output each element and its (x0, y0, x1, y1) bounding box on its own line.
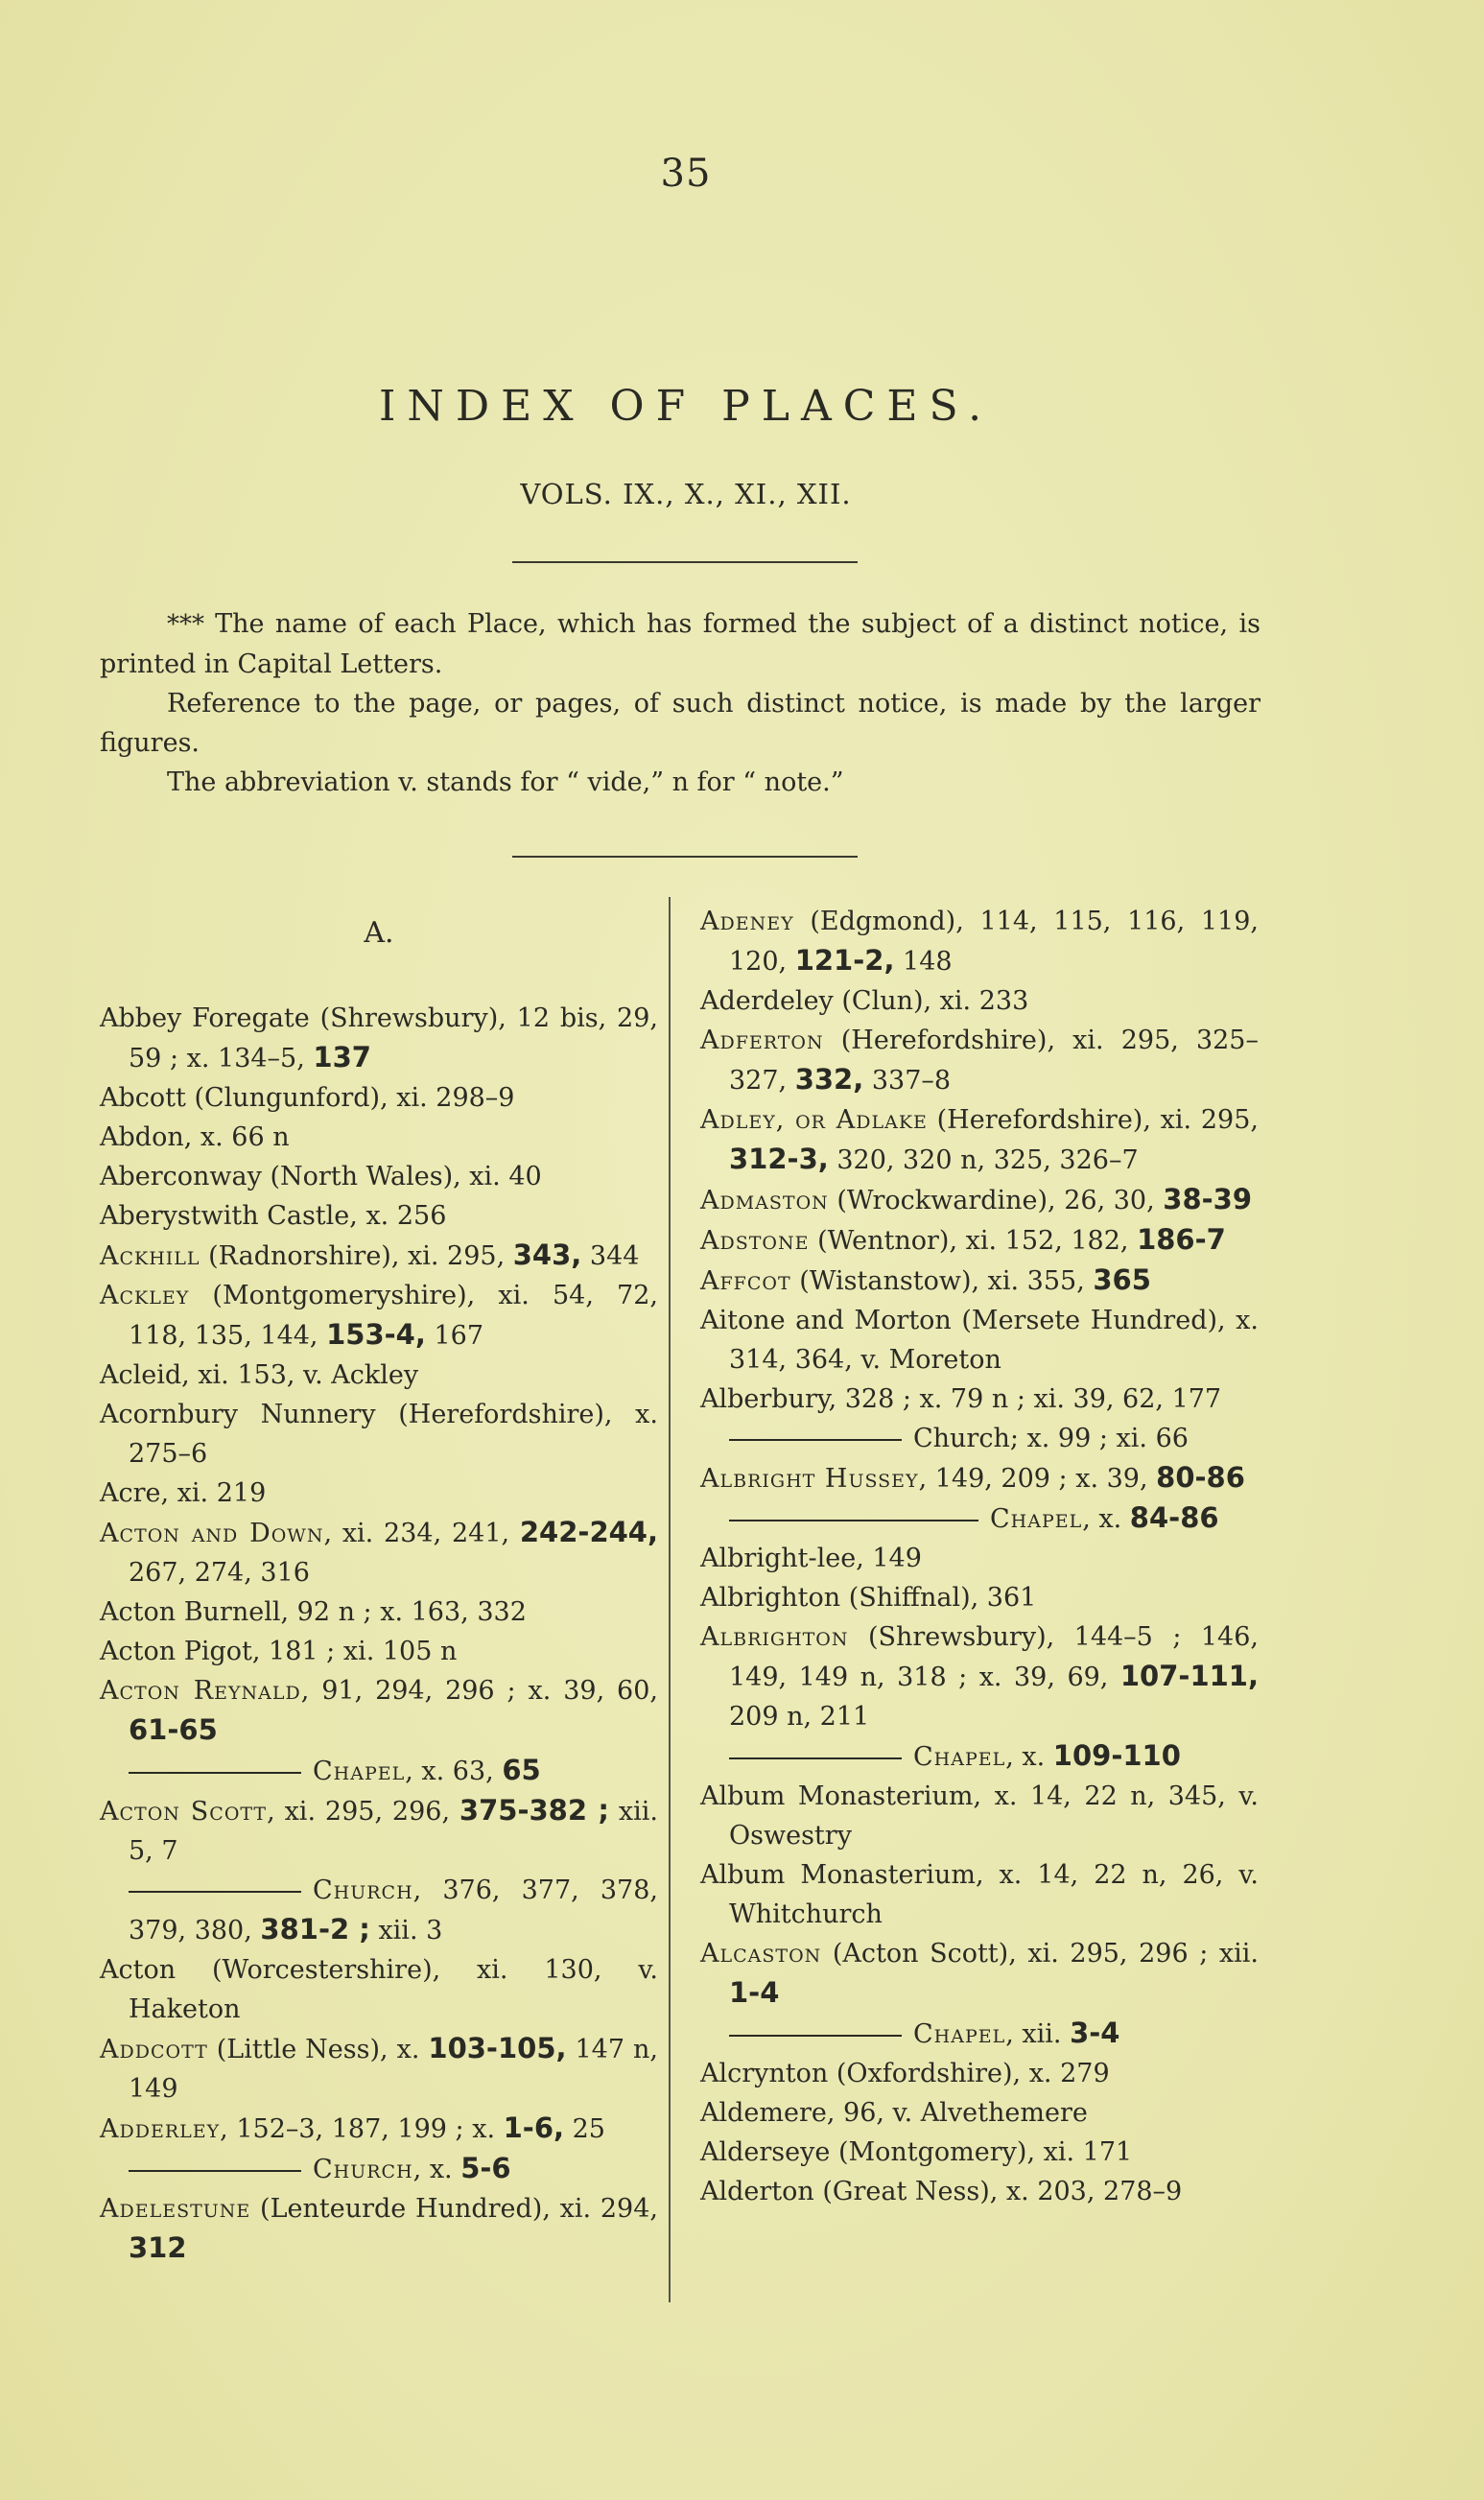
place-name: Affcot (700, 1266, 791, 1296)
place-name: Ackley (100, 1281, 190, 1310)
index-entry (100, 1276, 658, 1356)
place-name: Adferton (700, 1026, 824, 1055)
place-name: Church (313, 2155, 413, 2184)
page-references-tail: xii. 5, 7 (129, 1797, 658, 1866)
page-references: (North Wales), xi. 40 (261, 1162, 542, 1191)
principal-reference: 312-3, (729, 1143, 829, 1175)
index-entry (700, 1934, 1259, 2014)
index-entry (100, 1157, 658, 1196)
index-entry (700, 1100, 1259, 1180)
index-list (700, 902, 1259, 2211)
page-references: , 92 n ; x. 163, 332 (280, 1597, 527, 1627)
index-entry (100, 1196, 658, 1236)
index-entry (100, 1592, 658, 1632)
index-entry (700, 1301, 1259, 1380)
principal-reference: 381-2 ; (260, 1913, 370, 1946)
ditto-dash (129, 1891, 301, 1893)
page-references: , 91, 294, 296 ; x. 39, 60, (300, 1676, 658, 1706)
principal-reference: 153-4, (326, 1318, 426, 1351)
index-entry (100, 1632, 658, 1671)
page-title: INDEX OF PLACES. (378, 382, 994, 431)
place-name: Ackhill (100, 1241, 200, 1271)
note-line: The abbreviation v. stands for “ vide,” n for “ note.” (167, 767, 844, 797)
page-references: , x. 66 n (183, 1122, 290, 1152)
principal-reference: 121-2, (794, 944, 895, 977)
index-column-left (100, 902, 658, 2269)
page-references: , x. 14, 22 n, 26, v. Whitchurch (729, 1860, 1259, 1929)
page-references: (Herefordshire), xi. 295, (927, 1105, 1259, 1135)
index-column-right (700, 902, 1259, 2211)
page-references: (Acton Scott), xi. 295, 296 ; xii. (821, 1939, 1259, 1969)
place-name: Albrighton (700, 1622, 849, 1652)
place-name: Albright Hussey (700, 1464, 919, 1494)
ditto-dash (129, 1772, 301, 1774)
principal-reference: 332, (794, 1063, 864, 1096)
index-entry (700, 1777, 1259, 1855)
place-name: Chapel (913, 1742, 1006, 1772)
editorial-notes (100, 604, 1260, 802)
page-references: , 149 (856, 1544, 922, 1573)
index-subentry (100, 1751, 658, 1791)
page-references: , 328 ; x. 79 n ; xi. 39, 62, 177 (828, 1384, 1222, 1414)
page-references: (Wistanstow), xi. 355, (790, 1266, 1094, 1296)
page-references: (Little Ness), x. (207, 2035, 429, 2064)
page-references-tail: 320, 320 n, 325, 326–7 (828, 1145, 1139, 1175)
page-references: , 149, 209 ; x. 39, (918, 1464, 1157, 1494)
place-name: Album Monasterium (700, 1781, 974, 1811)
place-name: Aitone and Morton (700, 1306, 952, 1335)
index-entry (100, 1395, 658, 1474)
place-name: Aberconway (100, 1162, 262, 1191)
index-subentry (700, 2014, 1259, 2054)
ditto-dash (729, 2035, 902, 2037)
principal-reference: 242-244, (519, 1516, 658, 1548)
index-entry (700, 1021, 1259, 1100)
page-references-tail: 147 n, 149 (129, 2035, 658, 2104)
page-references: (Edgmond), 114, 115, 116, 119, 120, (729, 907, 1259, 977)
place-name: Church (913, 1424, 1010, 1453)
page-references: (Shrewsbury), 12 bis, 29, 59 ; x. 134–5, (129, 1003, 658, 1073)
page-references: (Shrewsbury), 144–5 ; 146, 149, 149 n, 318 ; x. 39, 69, (729, 1622, 1259, 1692)
page-references: , x. 256 (349, 1201, 447, 1231)
asterism: *** (167, 610, 216, 639)
place-name: Acornbury Nunnery (100, 1400, 376, 1429)
place-name: Adeney (700, 907, 794, 936)
divider-rule (512, 856, 858, 858)
index-entry (700, 1180, 1259, 1220)
principal-reference: 137 (313, 1041, 371, 1073)
index-entry (700, 2054, 1259, 2093)
place-name: Alderton (700, 2177, 814, 2206)
index-subentry (100, 1871, 658, 1950)
place-name: Acton Reynald (100, 1676, 301, 1706)
index-entry (100, 2029, 658, 2109)
place-name: Albright-lee (700, 1544, 857, 1573)
principal-reference: 5-6 (460, 2152, 511, 2184)
page-references: (Shiffnal), 361 (840, 1583, 1037, 1613)
page-references: ; x. 99 ; xi. 66 (1009, 1424, 1189, 1453)
place-name: Abcott (100, 1083, 186, 1113)
page-references: (Clun), xi. 233 (833, 986, 1029, 1016)
page-references-tail: 337–8 (863, 1066, 952, 1096)
index-subentry (700, 1736, 1259, 1777)
index-entry (700, 1261, 1259, 1301)
principal-reference: 65 (502, 1754, 541, 1786)
index-entry (100, 1791, 658, 1871)
index-subentry (100, 2149, 658, 2189)
index-entry (100, 999, 658, 1078)
index-subentry (700, 1419, 1259, 1458)
page-references: , x. 14, 22 n, 345, v. Oswestry (729, 1781, 1259, 1851)
page-references: , xi. 234, 241, (323, 1519, 520, 1548)
place-name: Album Monasterium (700, 1860, 976, 1890)
page-references: (Worcestershire), xi. 130, v. Haketon (129, 1955, 658, 2024)
principal-reference: 1-6, (503, 2111, 565, 2144)
index-entry (100, 2189, 658, 2269)
page-references: , x. 63, (405, 1757, 503, 1786)
index-entry (100, 1078, 658, 1118)
place-name: Acre (100, 1478, 161, 1508)
page-references-tail: 209 n, 211 (729, 1702, 870, 1732)
principal-reference: 38-39 (1163, 1183, 1253, 1215)
place-name: Alderseye (700, 2137, 831, 2167)
page-references-tail: 167 (425, 1321, 483, 1351)
page-references: , 96, v. Alvethemere (826, 2098, 1088, 2128)
index-entry (700, 2133, 1259, 2172)
principal-reference: 365 (1093, 1263, 1151, 1296)
index-subentry (700, 1498, 1259, 1539)
page-number: 35 (660, 152, 712, 196)
index-entry (100, 1671, 658, 1751)
index-entry (100, 1474, 658, 1513)
column-divider (669, 897, 671, 2302)
page-references-tail: xii. 3 (369, 1916, 443, 1946)
page-references: , x. (1005, 1742, 1053, 1772)
page-references: (Wrockwardine), 26, 30, (828, 1186, 1164, 1215)
principal-reference: 109-110 (1052, 1739, 1181, 1772)
index-entry (100, 1356, 658, 1395)
place-name: Addcott (100, 2035, 208, 2064)
section-letter: A. (364, 916, 394, 950)
index-entry (700, 1617, 1259, 1736)
place-name: Adley, or Adlake (700, 1105, 928, 1135)
page-references: (Herefordshire), x. 275–6 (129, 1400, 658, 1469)
index-entry (700, 1458, 1259, 1498)
index-list (100, 999, 658, 2269)
index-entry (100, 2109, 658, 2149)
page-references: (Herefordshire), xi. 295, 325–327, (729, 1026, 1259, 1096)
page-references: (Clungunford), xi. 298–9 (185, 1083, 515, 1113)
place-name: Acton and Down (100, 1519, 324, 1548)
index-entry (700, 1220, 1259, 1261)
principal-reference: 312 (129, 2231, 187, 2264)
place-name: Albrighton (700, 1583, 841, 1613)
page-references: (Radnorshire), xi. 295, (200, 1241, 513, 1271)
principal-reference: 1-4 (729, 1976, 780, 2009)
place-name: Acton Burnell (100, 1597, 281, 1627)
page-references-tail: 148 (894, 947, 953, 977)
page-references-tail: 344 (581, 1241, 640, 1271)
page-references: (Mersete Hundred), x. 314, 364, v. Moreton (729, 1306, 1259, 1375)
place-name: Adderley (100, 2114, 221, 2144)
page-references: , xi. 153, v. Ackley (181, 1360, 419, 1390)
place-name: Alcrynton (700, 2059, 829, 2088)
principal-reference: 186-7 (1137, 1223, 1226, 1256)
index-entry (700, 981, 1259, 1021)
page-references: , 181 ; xi. 105 n (251, 1637, 458, 1666)
principal-reference: 3-4 (1070, 2017, 1120, 2049)
note-line: *** The name of each Place, which has formed the subject of a distinct notice, is printed in Capital Letters. (100, 609, 1260, 679)
place-name: Acton Pigot (100, 1637, 252, 1666)
place-name: Aldemere (700, 2098, 827, 2128)
place-name: Aberystwith Castle (100, 1201, 350, 1231)
index-entry (100, 1118, 658, 1157)
page-references: , 376, 377, 378, 379, 380, (129, 1875, 658, 1946)
index-entry (700, 1578, 1259, 1617)
place-name: Abbey Foregate (100, 1003, 310, 1033)
principal-reference: 84-86 (1129, 1501, 1219, 1534)
place-name: Admaston (700, 1186, 829, 1215)
page-references-tail: 25 (564, 2114, 605, 2144)
index-entry (700, 902, 1259, 981)
index-entry (100, 1950, 658, 2029)
index-entry (700, 1380, 1259, 1419)
page-subtitle: VOLS. IX., X., XI., XII. (520, 478, 852, 510)
page-references: , xii. (1005, 2019, 1071, 2049)
index-entry (700, 2172, 1259, 2211)
note-line: Reference to the page, or pages, of such distinct notice, is made by the larger figures. (100, 689, 1260, 758)
place-name: Acton Scott (100, 1797, 268, 1827)
page-references: (Lenteurde Hundred), xi. 294, (250, 2194, 658, 2224)
page-references: , xi. 219 (160, 1478, 267, 1508)
page-references: , x. (412, 2155, 461, 2184)
place-name: Acleid (100, 1360, 182, 1390)
page-references: , x. (1082, 1504, 1130, 1534)
principal-reference: 107-111, (1119, 1660, 1259, 1692)
page-references: , xi. 295, 296, (267, 1797, 459, 1827)
place-name: Church (313, 1875, 413, 1905)
ditto-dash (729, 1520, 978, 1521)
principal-reference: 103-105, (428, 2032, 567, 2064)
ditto-dash (729, 1439, 902, 1441)
page-references: , 152–3, 187, 199 ; x. (220, 2114, 504, 2144)
index-entry (700, 2093, 1259, 2133)
page-references-tail: 267, 274, 316 (129, 1558, 310, 1588)
principal-reference: 61-65 (129, 1713, 218, 1746)
page-references: (Great Ness), x. 203, 278–9 (813, 2177, 1183, 2206)
place-name: Chapel (990, 1504, 1083, 1534)
page-references: (Wentnor), xi. 152, 182, (809, 1226, 1138, 1256)
index-entry (100, 1236, 658, 1276)
place-name: Chapel (313, 1757, 406, 1786)
ditto-dash (129, 2170, 301, 2172)
place-name: Alcaston (700, 1939, 822, 1969)
place-name: Acton (100, 1955, 177, 1985)
place-name: Adelestune (100, 2194, 251, 2224)
principal-reference: 343, (512, 1238, 582, 1271)
place-name: Abdon (100, 1122, 184, 1152)
index-entry (100, 1513, 658, 1592)
page-references: (Oxfordshire), x. 279 (828, 2059, 1110, 2088)
place-name: Aderdeley (700, 986, 834, 1016)
index-entry (700, 1855, 1259, 1934)
place-name: Chapel (913, 2019, 1006, 2049)
index-entry (700, 1539, 1259, 1578)
page-references: (Montgomeryshire), xi. 54, 72, 118, 135, 144, (129, 1281, 658, 1351)
place-name: Adstone (700, 1226, 810, 1256)
page-references: (Montgomery), xi. 171 (830, 2137, 1133, 2167)
place-name: Alberbury (700, 1384, 829, 1414)
principal-reference: 375-382 ; (459, 1794, 610, 1827)
divider-rule (512, 561, 858, 563)
ditto-dash (729, 1757, 902, 1759)
principal-reference: 80-86 (1156, 1461, 1245, 1494)
